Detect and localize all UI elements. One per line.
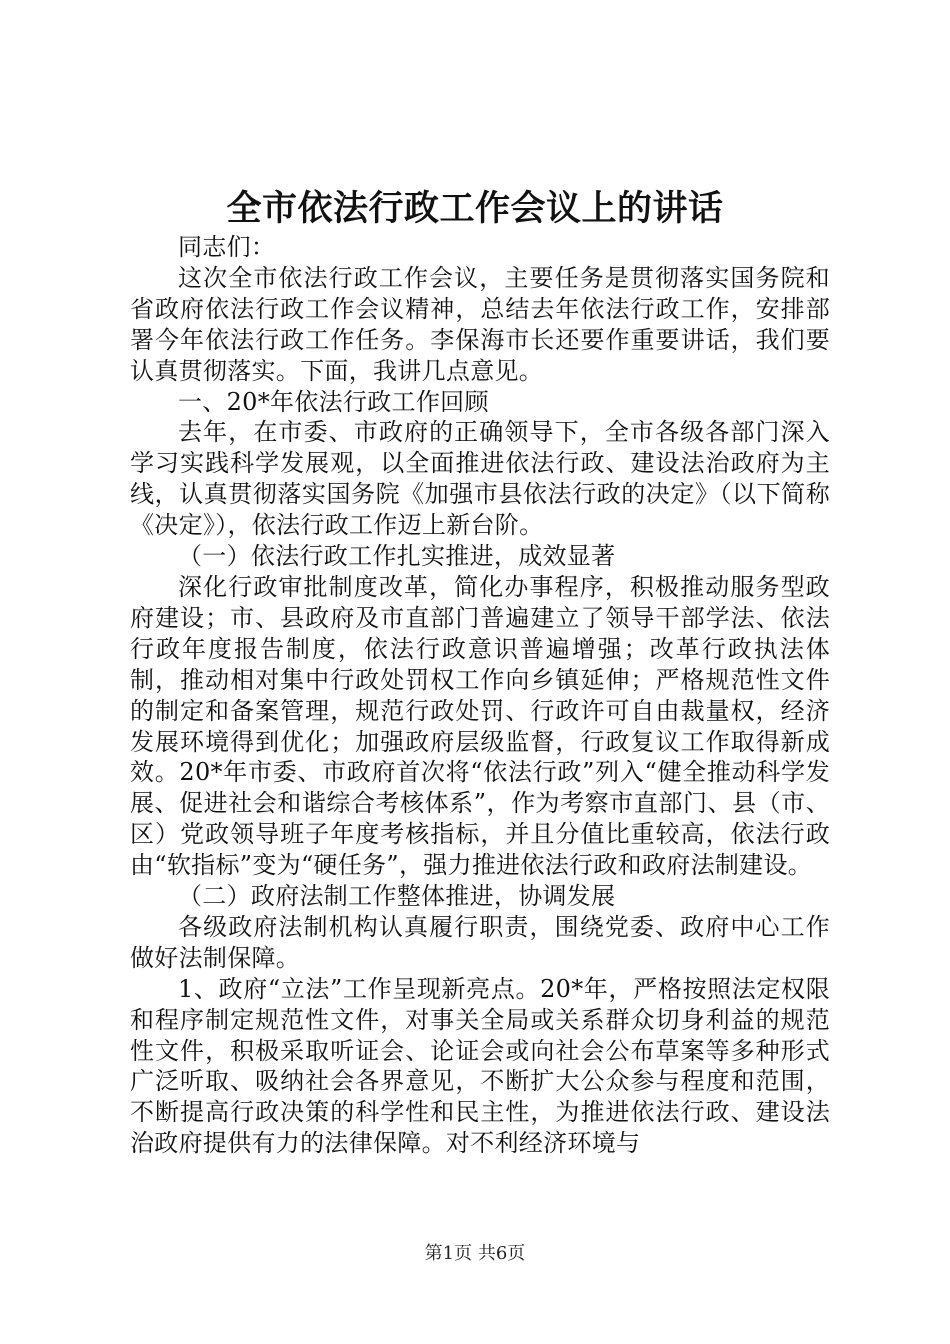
subsection-heading-1: （一）依法行政工作扎实推进，成效显著 (178, 542, 616, 571)
document-title: 全市依法行政工作会议上的讲话 (226, 188, 724, 229)
intro-paragraph: 这次全市依法行政工作会议，主要任务是贯彻落实国务院和省政府依法行政工作会议精神，总结去年依法行政工作，安排部署今年依法行政工作任务。李保海市长还要作重要讲话，我们要认真贯彻落实。下面，我讲几点意见。 (130, 263, 830, 385)
page-number: 第1页 共6页 (424, 1243, 526, 1264)
legislation-paragraph: 1、政府“立法”工作呈现新亮点。20*年，严格按照法定权限和程序制定规范性文件，对事关全局或关系群众切身利益的规范性文件，积极采取听证会、论证会或向社会公布草案等多种形式广泛听取、吸纳社会各界意见，不断扩大公众参与程度和范围，不断提高行政决策的科学性和民主性，为推进依法行政、建设法治政府提供有力的法律保障。对不利经济环境与 (130, 974, 830, 1158)
legal-institutions-paragraph: 各级政府法制机构认真履行职责，围绕党委、政府中心工作做好法制保障。 (130, 912, 830, 972)
subsection-heading-2: （二）政府法制工作整体推进，协调发展 (178, 882, 616, 911)
review-paragraph: 去年，在市委、市政府的正确领导下，全市各级各部门深入学习实践科学发展观，以全面推进依法行政、建设法治政府为主线，认真贯彻落实国务院《加强市县依法行政的决定》（以下简称《决定》），依法行政工作迈上新台阶。 (130, 418, 830, 540)
section-heading-1: 一、20*年依法行政工作回顾 (178, 387, 489, 416)
document-body (130, 232, 830, 1159)
salutation: 同志们： (178, 233, 276, 261)
achievements-paragraph: 深化行政审批制度改革，简化办事程序，积极推动服务型政府建设；市、县政府及市直部门普遍建立了领导干部学法、依法行政年度报告制度，依法行政意识普遍增强；改革行政执法体制，推动相对集中行政处罚权工作向乡镇延伸；严格规范性文件的制定和备案管理，规范行政处罚、行政许可自由裁量权，经济发展环境得到优化；加强政府层级监督，行政复议工作取得新成效。20*年市委、市政府首次将“依法行政”列入“健全推动科学发展、促进社会和谐综合考核体系”，作为考察市直部门、县（市、区）党政领导班子年度考核指标，并且分值比重较高，依法行政由“软指标”变为“硬任务”，强力推进依法行政和政府法制建设。 (130, 572, 830, 880)
